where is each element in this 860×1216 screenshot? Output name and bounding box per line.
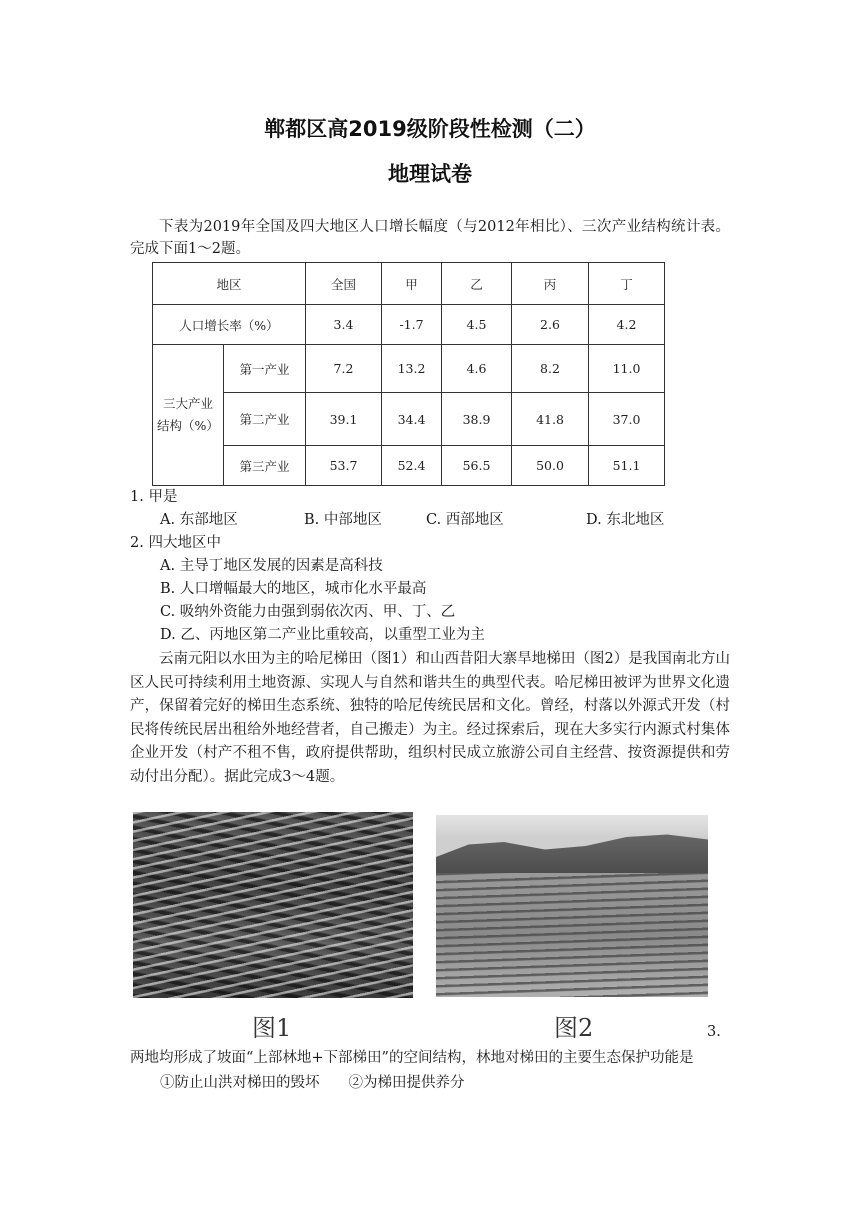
group-label-line: 三大产业 bbox=[162, 396, 213, 411]
question-1-stem: 1. 甲是 bbox=[130, 489, 178, 505]
table-row bbox=[153, 305, 665, 345]
figure-1-photo bbox=[133, 812, 413, 998]
table-cell: 39.1 bbox=[306, 393, 382, 446]
table-cell: 3.4 bbox=[306, 305, 382, 345]
figure-2-terraces bbox=[436, 873, 708, 997]
table-cell: 11.0 bbox=[589, 345, 665, 393]
table-cell: -1.7 bbox=[382, 305, 442, 345]
row-label: 第三产业 bbox=[224, 446, 306, 486]
row-label: 第一产业 bbox=[224, 345, 306, 393]
table-cell: 52.4 bbox=[382, 446, 442, 486]
exam-title: 郸都区高2019级阶段性检测（二） bbox=[264, 117, 596, 141]
row-label: 人口增长率（%） bbox=[153, 305, 306, 345]
exam-subtitle: 地理试卷 bbox=[388, 162, 472, 186]
header-col: 丁 bbox=[589, 263, 665, 305]
table-row bbox=[153, 446, 665, 486]
table-cell: 51.1 bbox=[589, 446, 665, 486]
header-col: 全国 bbox=[306, 263, 382, 305]
table-row bbox=[153, 393, 665, 446]
question-1-option-a: A. 东部地区 bbox=[160, 512, 238, 528]
row-label: 第二产业 bbox=[224, 393, 306, 446]
header-col: 丙 bbox=[512, 263, 589, 305]
question-3-options: ①防止山洪对梯田的毁坏 ②为梯田提供养分 bbox=[160, 1075, 465, 1091]
table-cell: 37.0 bbox=[589, 393, 665, 446]
question-2-option-a: A. 主导丁地区发展的因素是高科技 bbox=[160, 558, 383, 574]
group-label bbox=[153, 345, 224, 486]
table-cell: 38.9 bbox=[442, 393, 512, 446]
table-row bbox=[153, 345, 665, 393]
figure-1-caption: 图1 bbox=[252, 1014, 292, 1042]
question-3-stem: 两地均形成了坡面“上部林地+下部梯田”的空间结构，林地对梯田的主要生态保护功能是 bbox=[130, 1050, 694, 1066]
figure-2-caption: 图2 bbox=[554, 1014, 594, 1042]
table-cell: 56.5 bbox=[442, 446, 512, 486]
question-1-option-d: D. 东北地区 bbox=[586, 512, 665, 528]
table-cell: 8.2 bbox=[512, 345, 589, 393]
header-col: 乙 bbox=[442, 263, 512, 305]
question-1-option-c: C. 西部地区 bbox=[426, 512, 504, 528]
question-2-option-b: B. 人口增幅最大的地区，城市化水平最高 bbox=[160, 581, 427, 597]
table-header-row bbox=[153, 263, 665, 305]
question-3-number: 3. bbox=[707, 1024, 721, 1040]
table-intro: 下表为2019年全国及四大地区人口增长幅度（与2012年相比）、三次产业结构统计表。完成下面1～2题。 bbox=[130, 219, 730, 257]
statistics-table bbox=[152, 262, 665, 486]
table-cell: 41.8 bbox=[512, 393, 589, 446]
header-col: 甲 bbox=[382, 263, 442, 305]
question-2-option-c: C. 吸纳外资能力由强到弱依次丙、甲、丁、乙 bbox=[160, 604, 456, 620]
table-cell: 50.0 bbox=[512, 446, 589, 486]
group-label-line: 结构（%） bbox=[157, 418, 219, 433]
table-cell: 4.2 bbox=[589, 305, 665, 345]
passage-text: 云南元阳以水田为主的哈尼梯田（图1）和山西昔阳大寨旱地梯田（图2）是我国南北方山区人民可持续利用土地资源、实现人与自然和谐共生的典型代表。哈尼梯田被评为世界文化遗产，保留着完好的梯田生态系统、独特的哈尼传统民居和文化。曾经，村落以外源式开发（村民将传统民居出租给外地经营者，自己搬走）为主。经过探索后，现在大多实行内源式村集体企业开发（村产不租不售，政府提供帮助，组织村民成立旅游公司自主经营、按资源提供和劳动付出分配）。据此完成3～4题。 bbox=[130, 651, 730, 785]
question-2-option-d: D. 乙、丙地区第二产业比重较高，以重型工业为主 bbox=[160, 627, 485, 643]
table-cell: 53.7 bbox=[306, 446, 382, 486]
figure-2-sky bbox=[436, 815, 708, 837]
figure-2-photo bbox=[436, 815, 708, 997]
header-region: 地区 bbox=[153, 263, 306, 305]
table-cell: 4.6 bbox=[442, 345, 512, 393]
table-cell: 4.5 bbox=[442, 305, 512, 345]
table-cell: 13.2 bbox=[382, 345, 442, 393]
table-cell: 7.2 bbox=[306, 345, 382, 393]
table-cell: 34.4 bbox=[382, 393, 442, 446]
question-1-option-b: B. 中部地区 bbox=[304, 512, 382, 528]
question-2-stem: 2. 四大地区中 bbox=[130, 535, 221, 551]
table-cell: 2.6 bbox=[512, 305, 589, 345]
